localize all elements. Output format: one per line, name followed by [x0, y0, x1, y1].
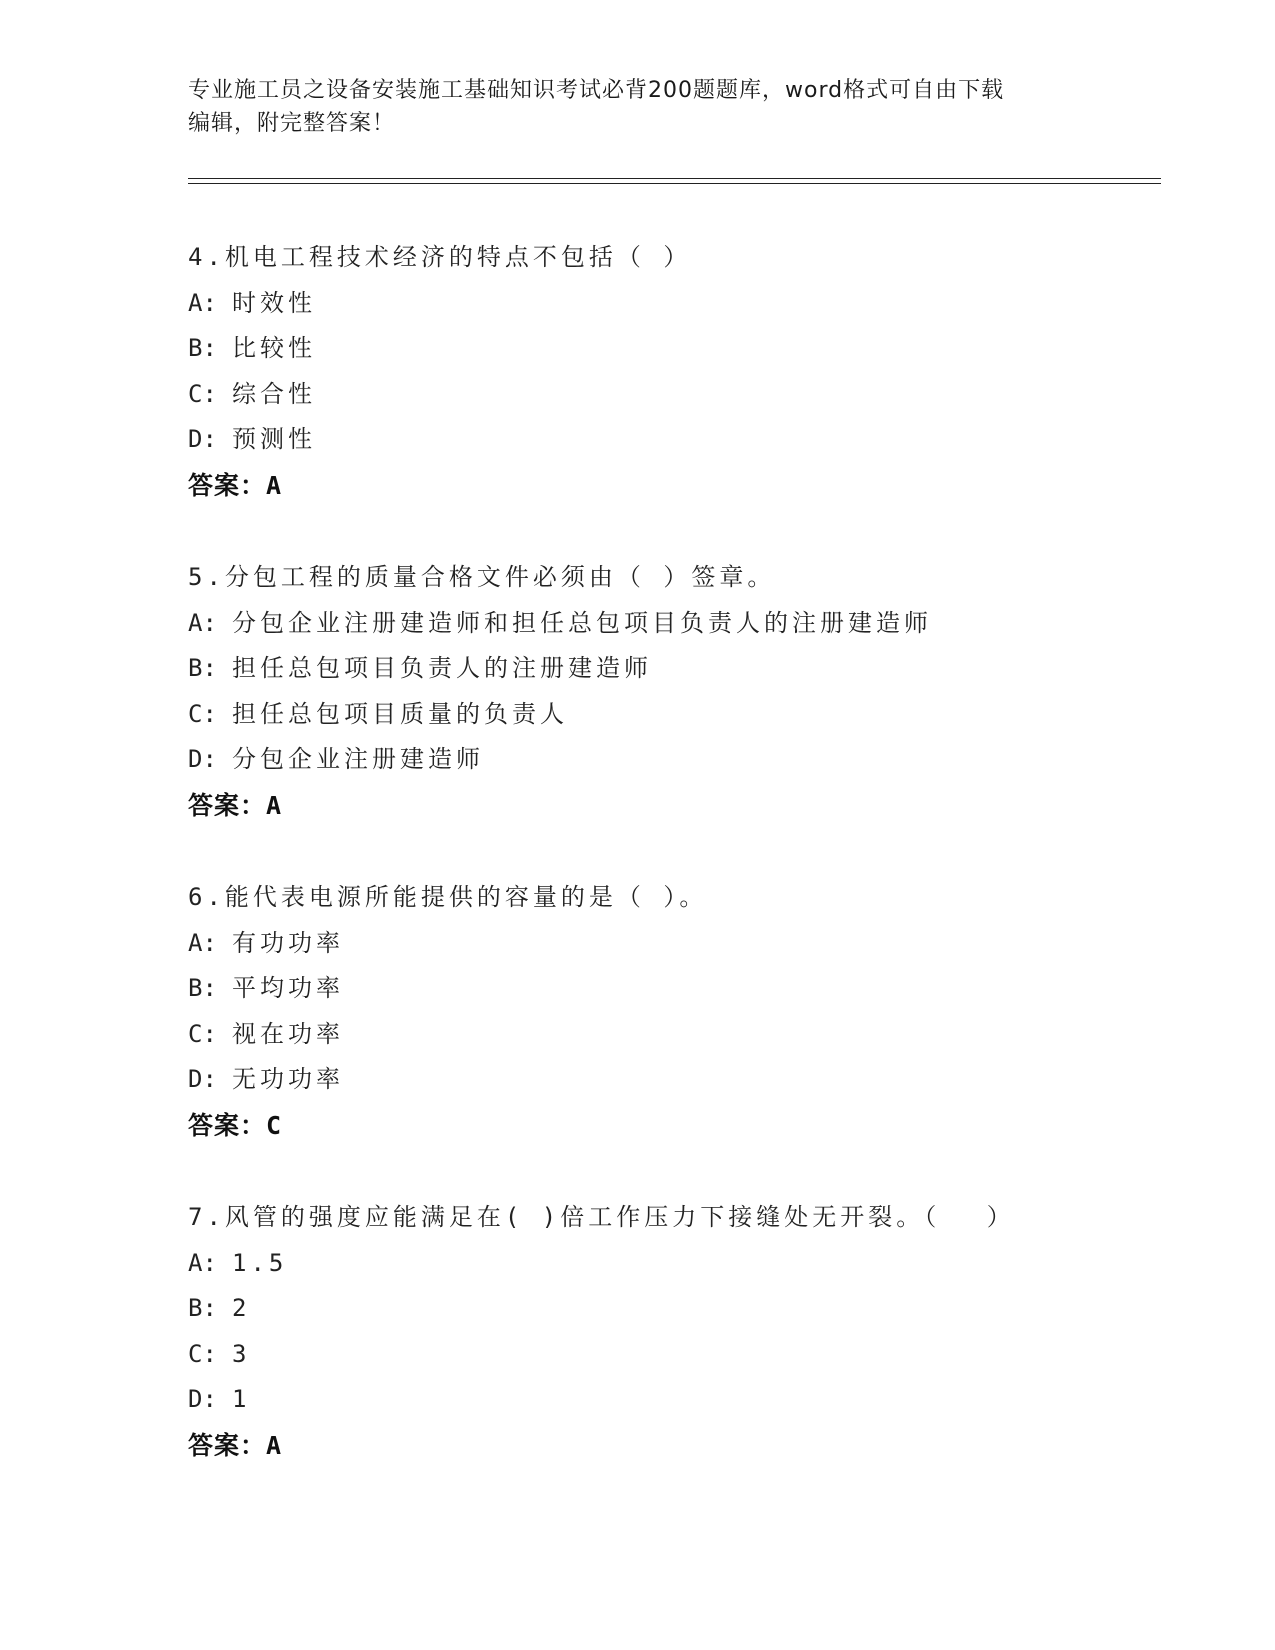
option-key: C:	[188, 699, 217, 728]
option-a	[188, 921, 1188, 967]
answer-value: A	[266, 470, 283, 500]
option-key: C:	[188, 1019, 217, 1048]
option-key: C:	[188, 379, 217, 408]
question-stem: 7.风管的强度应能满足在( )倍工作压力下接缝处无开裂。（ ）	[188, 1203, 1015, 1231]
option-text: 比较性	[232, 334, 316, 363]
answer-line	[188, 1103, 1188, 1149]
option-text: 无功功率	[232, 1065, 344, 1094]
option-text: 时效性	[232, 288, 316, 317]
header-line-1: 专业施工员之设备安装施工基础知识考试必背200题题库，word格式可自由下载	[188, 78, 1005, 103]
answer-value: A	[266, 790, 283, 820]
option-text: 1	[232, 1385, 251, 1414]
option-key: A:	[188, 288, 217, 317]
option-text: 平均功率	[232, 974, 344, 1003]
option-text: 担任总包项目负责人的注册建造师	[232, 654, 652, 683]
option-d	[188, 417, 1188, 463]
answer-line	[188, 1423, 1188, 1469]
answer-label: 答案：	[188, 1430, 267, 1460]
answer-line	[188, 783, 1188, 829]
header-divider-top	[188, 178, 1161, 179]
option-key: D:	[188, 1385, 217, 1414]
answer-label: 答案：	[188, 1110, 267, 1140]
option-d	[188, 1057, 1188, 1103]
answer-value: C	[266, 1110, 283, 1140]
option-c	[188, 1332, 1188, 1378]
header-divider-bottom	[188, 183, 1161, 184]
answer-label: 答案：	[188, 470, 267, 500]
answer-value: A	[266, 1430, 283, 1460]
option-text: 分包企业注册建造师	[232, 745, 484, 774]
document-header	[188, 74, 1088, 140]
option-d	[188, 1377, 1188, 1423]
option-key: C:	[188, 1339, 217, 1368]
question-stem: 4.机电工程技术经济的特点不包括（ ）	[188, 243, 692, 271]
option-d	[188, 737, 1188, 783]
option-text: 预测性	[232, 425, 316, 454]
option-text: 1.5	[232, 1248, 288, 1277]
option-text: 综合性	[232, 379, 316, 408]
option-key: D:	[188, 425, 217, 454]
option-a	[188, 281, 1188, 327]
option-c	[188, 1012, 1188, 1058]
option-key: B:	[188, 334, 217, 363]
option-text: 有功功率	[232, 928, 344, 957]
answer-label: 答案：	[188, 790, 267, 820]
option-text: 2	[232, 1294, 251, 1323]
option-b	[188, 966, 1188, 1012]
option-b	[188, 646, 1188, 692]
question-stem: 6.能代表电源所能提供的容量的是（ ）。	[188, 883, 708, 911]
option-text: 视在功率	[232, 1019, 344, 1048]
option-c	[188, 372, 1188, 418]
option-key: A:	[188, 1248, 217, 1277]
option-a	[188, 1241, 1188, 1287]
option-key: D:	[188, 1065, 217, 1094]
option-key: A:	[188, 928, 217, 957]
option-c	[188, 692, 1188, 738]
question-stem: 5.分包工程的质量合格文件必须由（ ）签章。	[188, 563, 776, 591]
question-block	[188, 235, 1188, 509]
option-b	[188, 326, 1188, 372]
option-key: D:	[188, 745, 217, 774]
option-b	[188, 1286, 1188, 1332]
question-block	[188, 1195, 1188, 1469]
option-a	[188, 601, 1188, 647]
option-key: B:	[188, 654, 217, 683]
option-key: B:	[188, 974, 217, 1003]
answer-line	[188, 463, 1188, 509]
option-text: 3	[232, 1339, 251, 1368]
question-block	[188, 875, 1188, 1149]
header-line-2: 编辑，附完整答案！	[188, 111, 396, 136]
question-block	[188, 555, 1188, 829]
option-key: A:	[188, 608, 217, 637]
option-text: 担任总包项目质量的负责人	[232, 699, 568, 728]
option-key: B:	[188, 1294, 217, 1323]
option-text: 分包企业注册建造师和担任总包项目负责人的注册建造师	[232, 608, 932, 637]
